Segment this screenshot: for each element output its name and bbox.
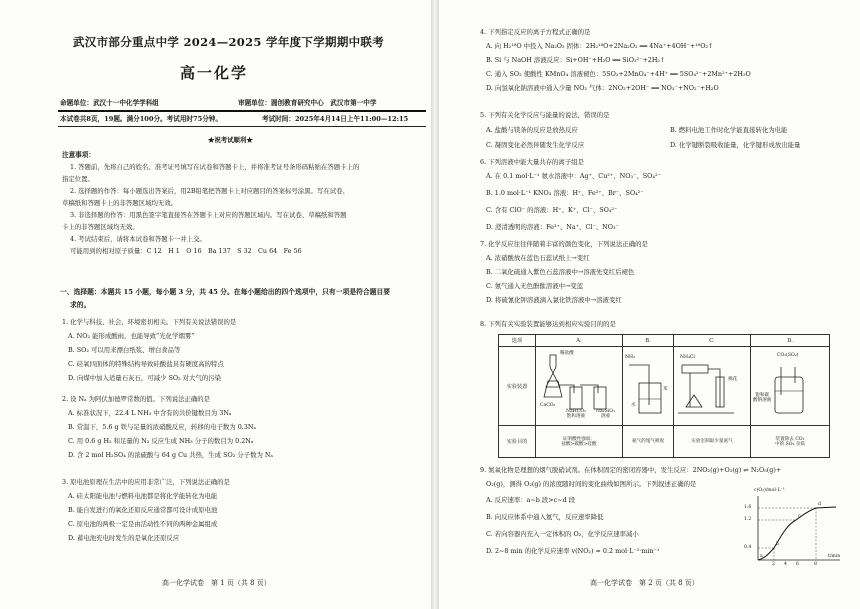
- exam-subject: 高一化学: [180, 64, 249, 82]
- option-a: A. 盐酸与镁条的反应是放热反应: [486, 126, 578, 134]
- section-heading-cont: 求的。: [70, 301, 91, 309]
- graph-point-c: c: [798, 514, 801, 519]
- question-4: [480, 28, 751, 98]
- apparatus-b: [623, 347, 674, 426]
- option-c: C. 用 0.6 g H₂ 和足量的 N₂ 反应生成 NH₃ 分子的数目为 0.2Nₐ: [68, 437, 254, 445]
- option-d: D. 蓄电池充电时发生的是氧化还原反应: [68, 534, 180, 542]
- notice-list: [62, 163, 360, 259]
- table-header: A.: [536, 335, 623, 347]
- option-c: C. 凝固变化必然伴随发生化学反应: [486, 141, 585, 149]
- option-d: D. 化学键断裂吸收能量，化学键形成放出能量: [670, 141, 801, 149]
- option-b: B. SO₂ 可以用来漂白纸浆、增白食品等: [68, 346, 181, 354]
- question-7: [480, 240, 648, 310]
- table-row-label: 实验装置: [499, 347, 536, 426]
- notice-line: 可能用到的相对原子质量：C 12 H 1 O 16 Ba 137 S 32 Cu 64 Fe 56: [70, 247, 302, 255]
- question-8-stem: 8. 下列有关实验装置能够达到相应实验目的的是: [480, 320, 616, 328]
- question-2: [62, 395, 273, 465]
- proposer-info: 命题单位：武汉十一中化学学科组: [60, 99, 159, 107]
- apparatus-c: [674, 347, 751, 426]
- label-benzene: 苯: [663, 387, 668, 392]
- exam-info: 本试卷共8页，19题。满分100分。考试用时75分钟。: [60, 115, 222, 123]
- question-6: [480, 158, 661, 240]
- option-b: B. 1.0 mol·L⁻¹ KNO₃ 溶液：H⁺、Fe²⁺、Br⁻、SO₄²⁻: [486, 189, 644, 197]
- graph-point-b: b: [776, 542, 779, 547]
- graph-xtick: 2: [772, 562, 775, 567]
- option-b: B. 常温下，5.6 g 铁与足量的浓硝酸反应，转移的电子数为 0.3Nₐ: [68, 423, 256, 431]
- purpose-c: 实验室制取少量氨气: [674, 426, 751, 458]
- label-nahco3: NaHCO₃ 饱和溶液: [566, 409, 586, 419]
- option-c: C. 氨气通入无色酚酞溶液中→变蓝: [486, 282, 584, 290]
- option-a: A. 硅太阳能电池与燃料电池都是将化学能转化为电能: [68, 492, 218, 500]
- graph-xlabel: t/min: [828, 554, 841, 559]
- label-dilute-hcl: 稀盐酸: [560, 351, 574, 356]
- apparatus-a: [536, 347, 623, 426]
- label-cotton: 棉花: [728, 377, 738, 382]
- purpose-a: 证明酸性强弱： 盐酸>碳酸>硅酸: [536, 426, 623, 458]
- label-na2sio3: Na₂SiO₃ 溶液: [596, 409, 615, 419]
- option-b: B. 二氧化硫通入紫色石蕊溶液中→溶液先变红后褪色: [486, 268, 635, 276]
- question-9-options: [486, 496, 659, 564]
- question-stem: 1. 化学与科技、社会、环境密切相关。下列有关说法错误的是: [62, 318, 237, 326]
- purpose-d: 装置除去 CO₂ 中的 SO₂ 杂质: [751, 426, 830, 458]
- option-c: C. 通入 SO₂ 使酸性 KMnO₄ 溶液褪色：5SO₂+2MnO₄⁻+4H⁺ ══ 5SO₄²⁻+2Mn²⁺+2H₂O: [486, 70, 751, 78]
- option-a: A. NO₂ 能形成酸雨，也能导致“光化学烟雾”: [68, 332, 195, 340]
- graph-ytick: 0.4: [744, 545, 752, 550]
- question-5: [480, 111, 801, 156]
- experiment-table: [498, 334, 830, 458]
- option-a: A. 反应速率：a~b 段>c~d 段: [486, 496, 576, 504]
- table-header: C.: [674, 335, 751, 347]
- table-header: 选项: [499, 335, 536, 347]
- label-co2-so2: CO₂(SO₂): [777, 353, 799, 358]
- table-header: B.: [623, 335, 674, 347]
- header-rule: [58, 110, 426, 112]
- option-c: C. 硅氧四面体的特殊结构导致硅酸盐具有硬度高的特点: [68, 360, 224, 368]
- label-water: 水: [631, 403, 636, 408]
- page-fold: [431, 0, 439, 609]
- apparatus-d-diagram: [751, 347, 829, 423]
- option-a: A. 标准状况下，22.4 L NH₃ 中含有的共价键数目为 3Nₐ: [68, 409, 232, 417]
- graph-xtick: 8: [814, 562, 817, 567]
- notice-line: 草稿纸和答题卡上的非答题区域均无效。: [62, 199, 178, 207]
- option-c: C. 含有 ClO⁻ 的溶液：H⁺、K⁺、Cl⁻、SO₄²⁻: [486, 206, 618, 214]
- option-c: C. 若向容器内充入一定体积的 O₂，化学反应速率减小: [486, 530, 639, 538]
- page-footer: 高一化学试卷 第 1 页（共 8 页）: [162, 579, 271, 587]
- exam-time: 考试时间：2025年4月14日上午11:00—12:15: [262, 115, 409, 123]
- question-3: [62, 478, 230, 548]
- option-b: B. Si 与 NaOH 溶液反应：Si+OH⁻+H₂O ══ SiO₃²⁻+2H₂↑: [486, 56, 666, 64]
- notice-line: 卡上的非答题区域均无效。: [62, 223, 139, 231]
- page-footer: 高一化学试卷 第 2 页（共 8 页）: [590, 579, 699, 587]
- question-stem: 3. 原电池原理在生活中的应用非常广泛，下列说法正确的是: [62, 478, 230, 486]
- option-d: D. 将硫氰化钾溶液滴入氯化铁溶液中→溶液变红: [486, 296, 622, 304]
- graph-xtick: 4: [784, 562, 787, 567]
- graph-point-d: d: [818, 502, 821, 507]
- exam-title: 武汉市部分重点中学 2024—2025 学年度下学期期中联考: [73, 35, 385, 49]
- graph-ytick: 1.2: [744, 517, 752, 522]
- question-1: [62, 318, 236, 388]
- purpose-b: 氨气的尾气吸收: [623, 426, 674, 458]
- option-d: D. 含 2 mol H₂SO₄ 的浓硫酸与 64 g Cu 共热，生成 SO₂ 分子数为 Nₐ: [68, 451, 273, 459]
- question-stem: 6. 下列溶液中能大量共存的离子组是: [480, 158, 584, 166]
- reviewer-info: 审题单位：圆创教育研究中心 武汉市第一中学: [238, 99, 377, 107]
- info-rule: [58, 126, 426, 127]
- label-nh3: NH₃: [625, 355, 635, 360]
- exam-page-2: [440, 0, 860, 609]
- option-d: D. 向氢氧化钠溶液中通入少量 NO₂ 气体：2NO₂+2OH⁻ ══ NO₃⁻+NO₂⁻+H₂O: [486, 84, 719, 92]
- notice-line: 3. 非选择题的作答：用黑色签字笔直接答在答题卡上对应的答题区域内。写在试卷、草稿纸和答题: [70, 211, 347, 219]
- notice-line: 4. 考试结束后，请将本试卷和答题卡一并上交。: [70, 235, 206, 243]
- graph-point-a: a: [760, 554, 763, 559]
- option-d: D. 澄清透明的溶液：Fe³⁺、Na⁺、Cl⁻、NO₃⁻: [486, 223, 619, 231]
- question-stem: 2. 设 Nₐ 为阿伏加德罗常数的值。下列说法正确的是: [62, 395, 211, 403]
- option-d: D. 向煤中加入适量石灰石，可减少 SO₂ 对大气的污染: [68, 374, 222, 382]
- question-stem: 7. 化学反应往往伴随着丰富的颜色变化，下列说法正确的是: [480, 240, 648, 248]
- option-b: B. 燃料电池工作时化学能直接转化为电能: [670, 126, 788, 134]
- label-nh4cl: NH₄Cl: [680, 355, 695, 360]
- graph-ylabel: c(O₂)/mol·L⁻¹: [754, 488, 785, 493]
- option-b: B. 能自发进行的氧化还原反应通常都可设计成原电池: [68, 506, 218, 514]
- graph-xtick: 6: [796, 562, 799, 567]
- table-row-label: 实验目的: [499, 426, 536, 458]
- option-c: C. 原电池的两极一定是由活动性不同的两种金属组成: [68, 520, 218, 528]
- table-header: D.: [751, 335, 830, 347]
- notice-title: 注意事项：: [62, 151, 95, 159]
- option-b: B. 向反应体系中通入氦气，反应速率降低: [486, 513, 604, 521]
- option-a: A. 在 0.1 mol·L⁻¹ 氨水溶液中：Ag⁺、Cu²⁺、NO₃⁻、SO₄²⁻: [486, 172, 661, 180]
- option-a: A. 浓硝酸放在蓝色石蕊试纸上→变红: [486, 254, 590, 262]
- question-9-stem: 9. 氮氧化物是理想的烟气脱硝试剂。在体积固定的密闭容器中，发生反应：2NO₂(g)+O₂(g) ⇌ N₂O₅(g)+: [480, 466, 782, 474]
- notice-line: 1. 答题前，先将自己的姓名、准考证号填写在试卷和答题卡上，并将准考证号条形码粘贴在答题卡上的: [70, 163, 360, 171]
- notice-line: 指定位置。: [62, 175, 94, 183]
- graph-ytick: 1.6: [744, 505, 752, 510]
- question-stem: 4. 下列指定反应的离子方程式正确的是: [480, 28, 591, 36]
- apparatus-d: [751, 347, 830, 426]
- label-na2co3: 饱和碳 酸钠溶液: [753, 393, 772, 403]
- question-stem: 5. 下列有关化学反应与能量的说法，错误的是: [480, 111, 610, 119]
- question-9-stem-cont: O₂(g)，测得 O₂(g) 的浓度随时间的变化曲线如图所示。下列叙述正确的是: [486, 480, 697, 488]
- concentration-graph: [736, 490, 846, 570]
- section-heading: 一、选择题：本题共 15 小题，每小题 3 分，共 45 分。在每小题给出的四个选项中，只有一项是符合题目要: [60, 288, 391, 296]
- option-a: A. 向 H₂¹⁸O 中投入 Na₂O₂ 固体：2H₂¹⁸O+2Na₂O₂ ══ 4Na⁺+4OH⁻+¹⁸O₂↑: [486, 42, 714, 50]
- exam-wish: ★祝考试顺利★: [208, 136, 253, 144]
- option-d: D. 2~8 min 的化学反应速率 v(NO₂) = 0.2 mol·L⁻¹·min⁻¹: [486, 547, 660, 555]
- label-caco3: CaCO₃: [540, 403, 556, 408]
- notice-line: 2. 选择题的作答：每小题选出答案后，用2B铅笔把答题卡上对应题目的答案标号涂黑。写在试卷、: [70, 187, 349, 195]
